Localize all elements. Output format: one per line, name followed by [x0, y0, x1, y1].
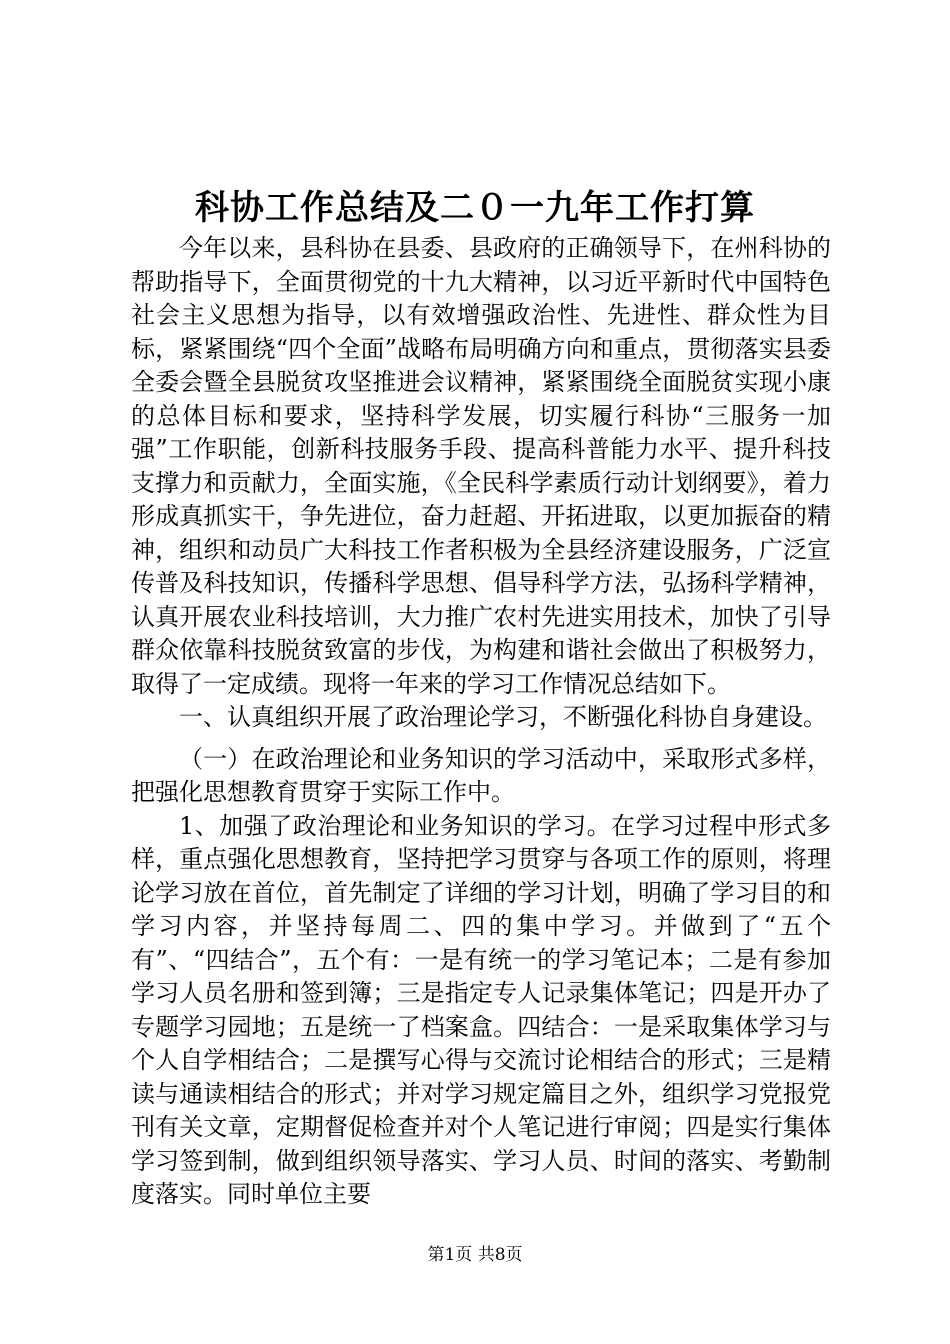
item-paragraph-1: 1、加强了政治理论和业务知识的学习。在学习过程中形式多样，重点强化思想教育，坚持把学习贯穿与各项工作的原则，将理论学习放在首位，首先制定了详细的学习计划，明确了学习目的和学习内容，并坚持每周二、四的集中学习。并做到了“五个有”、“四结合”，五个有：一是有统一的学习笔记本；二是有参加学习人员名册和签到簿；三是指定专人记录集体笔记；四是开办了专题学习园地；五是统一了档案盒。四结合：一是采取集体学习与个人自学相结合；二是撰写心得与交流讨论相结合的形式；三是精读与通读相结合的形式；并对学习规定篇目之外，组织学习党报党刊有关文章，定期督促检查并对个人笔记进行审阅；四是实行集体学习签到制，做到组织领导落实、学习人员、时间的落实、考勤制度落实。同时单位主要 [131, 811, 831, 1208]
page-number: 第1页 共8页 [427, 1245, 523, 1265]
section-heading-1: 一、认真组织开展了政治理论学习，不断强化科协自身建设。 [179, 703, 827, 731]
document-body [131, 232, 831, 1212]
document-title: 科协工作总结及二０一九年工作打算 [195, 188, 755, 228]
intro-paragraph: 今年以来，县科协在县委、县政府的正确领导下，在州科协的帮助指导下，全面贯彻党的十九大精神，以习近平新时代中国特色社会主义思想为指导，以有效增强政治性、先进性、群众性为目标，紧紧围绕“四个全面”战略布局明确方向和重点，贯彻落实县委全委会暨全县脱贫攻坚推进会议精神，紧紧围绕全面脱贫实现小康的总体目标和要求，坚持科学发展，切实履行科协“三服务一加强”工作职能，创新科技服务手段、提高科普能力水平、提升科技支撑力和贡献力，全面实施，《全民科学素质行动计划纲要》，着力形成真抓实干，争先进位，奋力赶超、开拓进取，以更加振奋的精神，组织和动员广大科技工作者积极为全县经济建设服务，广泛宣传普及科技知识，传播科学思想、倡导科学方法，弘扬科学精神，认真开展农业科技培训，大力推广农村先进实用技术，加快了引导群众依靠科技脱贫致富的步伐，为构建和谐社会做出了积极努力，取得了一定成绩。现将一年来的学习工作情况总结如下。 [131, 234, 831, 698]
subsection-heading-1: （一）在政治理论和业务知识的学习活动中，采取形式多样，把强化思想教育贯穿于实际工作中。 [131, 744, 831, 806]
